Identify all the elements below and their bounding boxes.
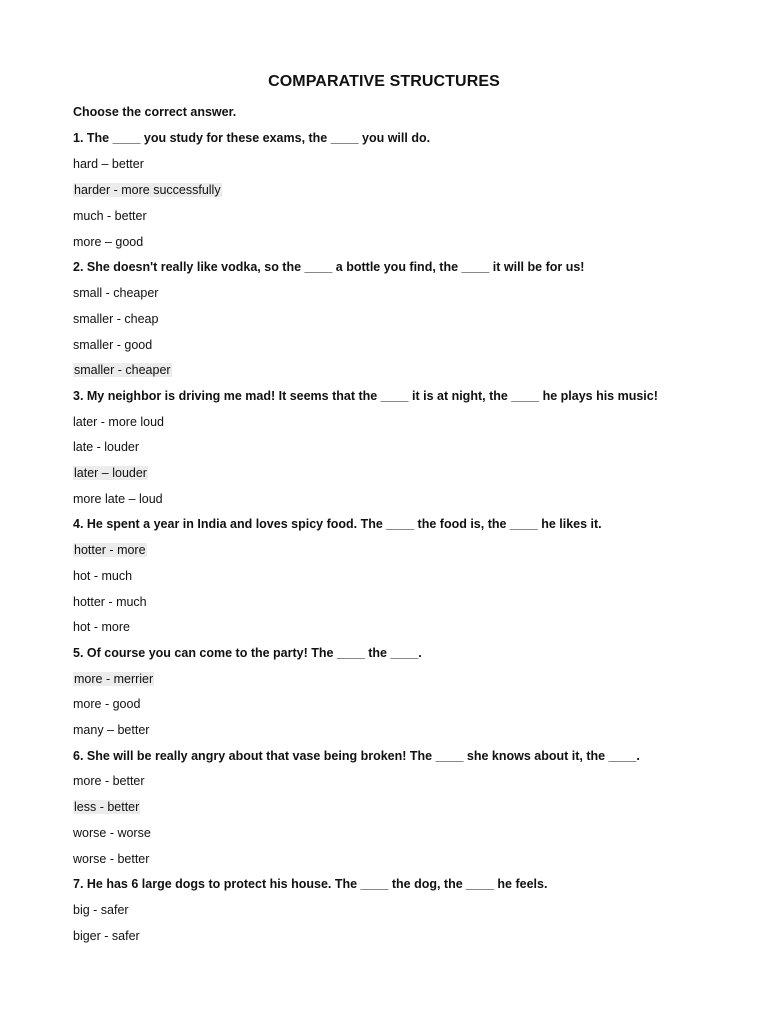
question-4-option-3: hotter - much xyxy=(73,595,147,609)
question-6-option-1: more - better xyxy=(73,774,145,788)
question-4-option-2: hot - much xyxy=(73,569,133,583)
question-3-option-3: later – louder xyxy=(74,466,147,480)
question-3-option-2: late - louder xyxy=(73,440,140,454)
question-7: 7. He has 6 large dogs to protect his house. The ____ the dog, the ____ he feels. xyxy=(73,877,548,891)
question-4-option-1: hotter - more xyxy=(74,543,146,557)
question-1: 1. The ____ you study for these exams, the ____ you will do. xyxy=(73,131,431,145)
question-6-option-3: worse - worse xyxy=(73,826,151,840)
question-1-option-4: more – good xyxy=(73,235,144,249)
question-4-option-4: hot - more xyxy=(73,620,130,634)
question-6-option-2: less - better xyxy=(74,800,140,814)
question-1-option-3: much - better xyxy=(73,209,147,223)
question-2-option-3: smaller - good xyxy=(73,338,153,352)
question-1-option-1: hard – better xyxy=(73,157,144,171)
page-title: COMPARATIVE STRUCTURES xyxy=(268,73,500,90)
question-5-option-3: many – better xyxy=(73,723,150,737)
question-6-option-4: worse - better xyxy=(73,852,150,866)
instruction: Choose the correct answer. xyxy=(73,105,237,119)
question-4: 4. He spent a year in India and loves spicy food. The ____ the food is, the ____ he likes it. xyxy=(73,517,602,531)
question-2-option-1: small - cheaper xyxy=(73,286,159,300)
question-5-option-2: more - good xyxy=(73,697,141,711)
question-7-option-2: biger - safer xyxy=(73,929,140,943)
question-2: 2. She doesn't really like vodka, so the ____ a bottle you find, the ____ it will be for us! xyxy=(73,260,585,274)
question-5-option-1: more - merrier xyxy=(74,672,154,686)
question-2-option-2: smaller - cheap xyxy=(73,312,159,326)
question-2-option-4: smaller - cheaper xyxy=(74,363,171,377)
question-1-option-2: harder - more successfully xyxy=(74,183,221,197)
question-3-option-1: later - more loud xyxy=(73,415,165,429)
question-3: 3. My neighbor is driving me mad! It seems that the ____ it is at night, the ____ he plays his music! xyxy=(73,389,658,403)
question-6: 6. She will be really angry about that vase being broken! The ____ she knows about it, the ____. xyxy=(73,749,640,763)
question-7-option-1: big - safer xyxy=(73,903,129,917)
question-5: 5. Of course you can come to the party! The ____ the ____. xyxy=(73,646,422,660)
question-3-option-4: more late – loud xyxy=(73,492,163,506)
